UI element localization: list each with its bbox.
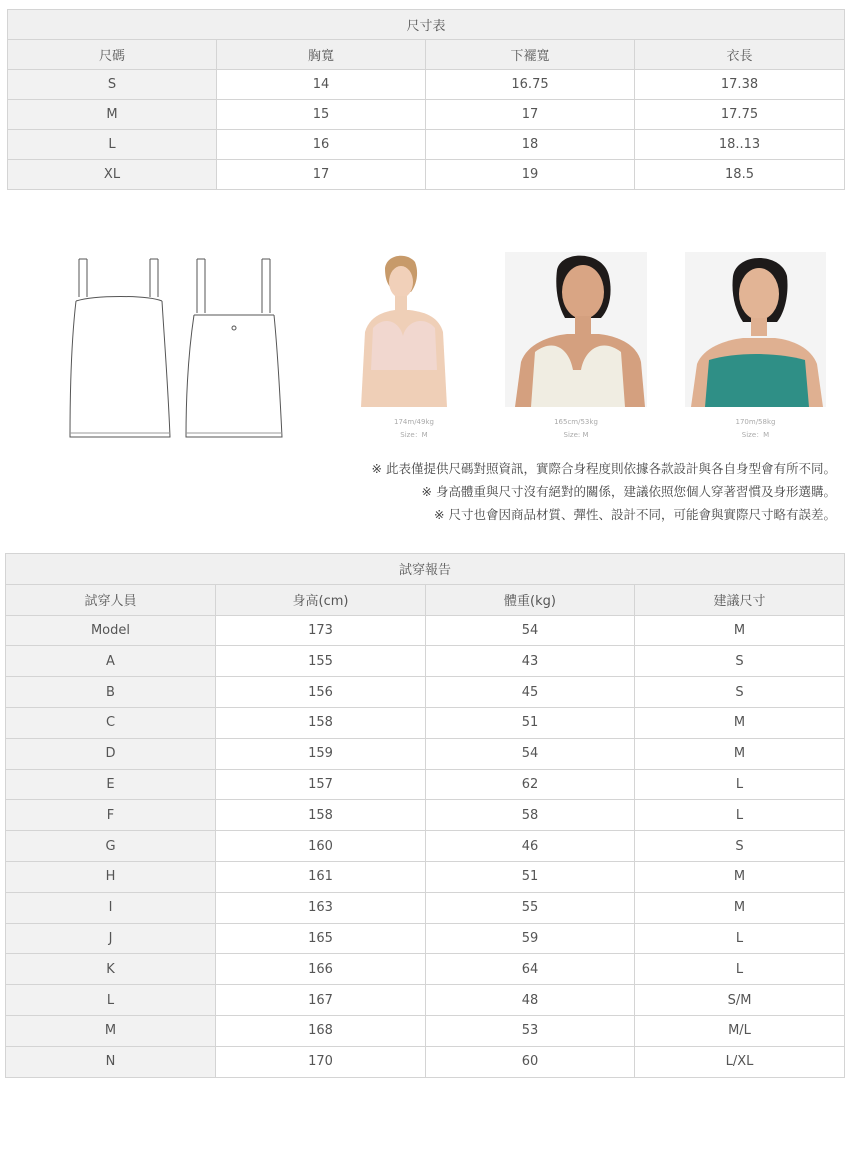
model-caption-1 xyxy=(351,416,477,442)
report-row xyxy=(6,954,845,985)
table-cell: L xyxy=(6,985,216,1016)
model-size-3: Size：M xyxy=(741,431,770,439)
table-cell: 160 xyxy=(216,831,426,862)
table-cell: B xyxy=(6,677,216,708)
model-stats-1: 174m/49kg xyxy=(394,418,434,426)
table-cell: 45 xyxy=(426,677,635,708)
column-header: 下襬寬 xyxy=(426,40,635,70)
model-caption-2 xyxy=(505,416,647,442)
report-row xyxy=(6,831,845,862)
table-cell: Model xyxy=(6,615,216,646)
table-cell: 62 xyxy=(426,769,635,800)
table-cell: M/L xyxy=(635,1015,845,1046)
table-cell: F xyxy=(6,800,216,831)
table-cell: 53 xyxy=(426,1015,635,1046)
table-cell: 51 xyxy=(426,861,635,892)
table-cell: G xyxy=(6,831,216,862)
size-row xyxy=(8,70,845,100)
table-cell: E xyxy=(6,769,216,800)
table-cell: 168 xyxy=(216,1015,426,1046)
table-cell: 159 xyxy=(216,738,426,769)
table-cell: 17 xyxy=(217,160,426,190)
try-on-report-table xyxy=(5,553,845,1078)
table-cell: XL xyxy=(8,160,217,190)
table-cell: 19 xyxy=(426,160,635,190)
table-cell: 18..13 xyxy=(635,130,845,160)
report-row xyxy=(6,800,845,831)
model-photo-1 xyxy=(351,252,477,407)
size-notes xyxy=(372,462,836,531)
table-cell: S/M xyxy=(635,985,845,1016)
table-cell: S xyxy=(635,646,845,677)
report-row xyxy=(6,923,845,954)
table-cell: C xyxy=(6,707,216,738)
report-row xyxy=(6,677,845,708)
column-header: 建議尺寸 xyxy=(635,584,845,615)
table-cell: M xyxy=(8,100,217,130)
table-cell: 157 xyxy=(216,769,426,800)
column-header: 身高(cm) xyxy=(216,584,426,615)
table-cell: 16.75 xyxy=(426,70,635,100)
table-cell: M xyxy=(635,892,845,923)
table-cell: 14 xyxy=(217,70,426,100)
table-cell: 173 xyxy=(216,615,426,646)
table-cell: S xyxy=(8,70,217,100)
table-cell: 59 xyxy=(426,923,635,954)
table-cell: 55 xyxy=(426,892,635,923)
report-row xyxy=(6,1015,845,1046)
table-cell: 18 xyxy=(426,130,635,160)
model-caption-3 xyxy=(685,416,826,442)
table-cell: 158 xyxy=(216,800,426,831)
header-row xyxy=(6,584,845,615)
note-line: ※ 此表僅提供尺碼對照資訊，實際合身程度則依據各款設計與各自身型會有所不同。 xyxy=(371,461,836,476)
size-chart-title: 尺寸表 xyxy=(8,10,845,40)
table-cell: 17.75 xyxy=(635,100,845,130)
table-cell: 58 xyxy=(426,800,635,831)
table-cell: 54 xyxy=(426,615,635,646)
model-photo-3 xyxy=(685,252,826,407)
report-row xyxy=(6,1046,845,1077)
report-row xyxy=(6,738,845,769)
table-cell: N xyxy=(6,1046,216,1077)
table-cell: 167 xyxy=(216,985,426,1016)
table-cell: S xyxy=(635,677,845,708)
table-cell: L xyxy=(635,769,845,800)
table-cell: 17.38 xyxy=(635,70,845,100)
size-chart-table xyxy=(7,9,845,190)
table-cell: 64 xyxy=(426,954,635,985)
table-cell: J xyxy=(6,923,216,954)
column-header: 衣長 xyxy=(635,40,845,70)
report-row xyxy=(6,707,845,738)
report-row xyxy=(6,646,845,677)
table-cell: 48 xyxy=(426,985,635,1016)
report-row xyxy=(6,892,845,923)
table-cell: M xyxy=(635,615,845,646)
table-cell: 18.5 xyxy=(635,160,845,190)
size-row xyxy=(8,130,845,160)
table-cell: 43 xyxy=(426,646,635,677)
table-cell: 60 xyxy=(426,1046,635,1077)
note-line: ※ 尺寸也會因商品材質、彈性、設計不同，可能會與實際尺寸略有誤差。 xyxy=(434,507,836,522)
table-cell: 17 xyxy=(426,100,635,130)
column-header: 尺碼 xyxy=(8,40,217,70)
size-row xyxy=(8,160,845,190)
table-cell: 15 xyxy=(217,100,426,130)
table-cell: 158 xyxy=(216,707,426,738)
table-cell: A xyxy=(6,646,216,677)
report-row xyxy=(6,985,845,1016)
table-cell: M xyxy=(6,1015,216,1046)
table-cell: 161 xyxy=(216,861,426,892)
table-cell: L xyxy=(635,923,845,954)
table-cell: D xyxy=(6,738,216,769)
table-cell: L xyxy=(635,800,845,831)
column-header: 胸寬 xyxy=(217,40,426,70)
model-size-1: Size：M xyxy=(400,431,428,439)
table-cell: 155 xyxy=(216,646,426,677)
model-size-2: Size: M xyxy=(563,431,589,439)
table-cell: 163 xyxy=(216,892,426,923)
table-cell: S xyxy=(635,831,845,862)
table-cell: 54 xyxy=(426,738,635,769)
header-row xyxy=(8,40,845,70)
report-row xyxy=(6,615,845,646)
model-photo-2 xyxy=(505,252,647,407)
size-row xyxy=(8,100,845,130)
column-header: 體重(kg) xyxy=(426,584,635,615)
table-cell: K xyxy=(6,954,216,985)
report-title: 試穿報告 xyxy=(6,554,845,585)
garment-back-sketch xyxy=(182,255,288,441)
table-cell: 46 xyxy=(426,831,635,862)
report-row xyxy=(6,861,845,892)
column-header: 試穿人員 xyxy=(6,584,216,615)
table-cell: 165 xyxy=(216,923,426,954)
table-cell: L xyxy=(635,954,845,985)
table-cell: I xyxy=(6,892,216,923)
table-cell: H xyxy=(6,861,216,892)
table-cell: L xyxy=(8,130,217,160)
table-cell: L/XL xyxy=(635,1046,845,1077)
note-line: ※ 身高體重與尺寸沒有絕對的關係，建議依照您個人穿著習慣及身形選購。 xyxy=(421,484,836,499)
table-cell: 156 xyxy=(216,677,426,708)
table-cell: M xyxy=(635,738,845,769)
table-cell: 16 xyxy=(217,130,426,160)
garment-front-sketch xyxy=(66,255,176,441)
table-cell: 166 xyxy=(216,954,426,985)
model-stats-2: 165cm/53kg xyxy=(554,418,598,426)
table-cell: 51 xyxy=(426,707,635,738)
model-stats-3: 170m/58kg xyxy=(735,418,776,426)
report-row xyxy=(6,769,845,800)
table-cell: M xyxy=(635,861,845,892)
table-cell: M xyxy=(635,707,845,738)
table-cell: 170 xyxy=(216,1046,426,1077)
